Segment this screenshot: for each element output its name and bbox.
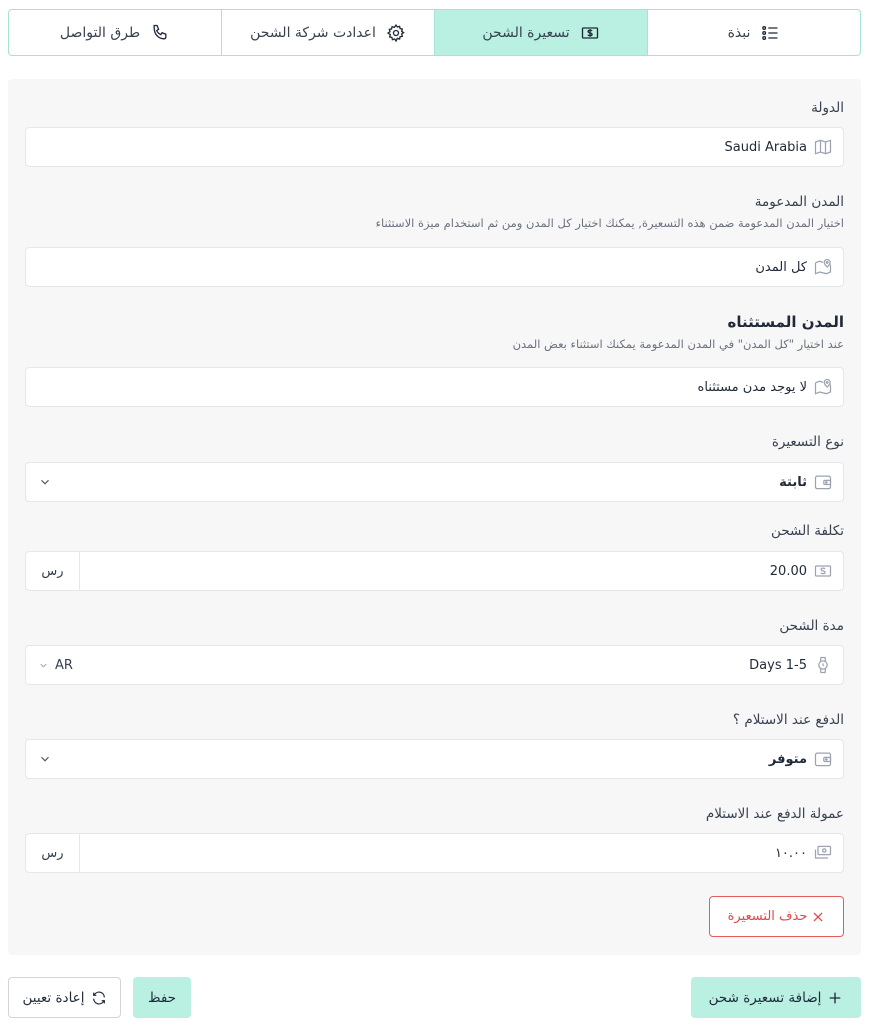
wallet-icon: [813, 749, 833, 769]
excluded-cities-hint: عند اختيار "كل المدن" في المدن المدعومة يمكنك استثناء بعض المدن: [512, 337, 844, 351]
delete-pricing-label: حذف التسعيرة: [727, 909, 808, 924]
map-icon: [813, 137, 833, 157]
add-shipping-pricing-label: إضافة تسعيرة شحن: [708, 989, 822, 1006]
shipping-duration-field[interactable]: [25, 645, 844, 685]
refresh-icon: [91, 990, 107, 1006]
gear-icon: [386, 23, 406, 43]
pricing-type-label: نوع التسعيرة: [771, 434, 844, 450]
add-shipping-pricing-button[interactable]: [691, 977, 861, 1018]
country-value: Saudi Arabia: [724, 139, 807, 155]
delete-pricing-button[interactable]: [709, 896, 844, 937]
excluded-cities-label: المدن المستثناه: [727, 313, 844, 331]
reset-label: إعادة تعيين: [22, 989, 85, 1006]
tab-contact-methods-label: طرق التواصل: [59, 24, 141, 41]
save-label: حفظ: [148, 989, 176, 1006]
tab-about-label: نبذة: [727, 24, 751, 41]
tab-company-settings[interactable]: [221, 10, 434, 55]
cod-label: الدفع عند الاستلام ؟: [732, 712, 844, 728]
supported-cities-hint: اختيار المدن المدعومة ضمن هذه التسعيرة, يمكنك اختيار كل المدن ومن ثم استخدام ميزة الاستثناء: [375, 216, 844, 230]
pricing-type-select[interactable]: [25, 462, 844, 502]
supported-cities-field[interactable]: [25, 247, 844, 287]
country-label: الدولة: [811, 100, 844, 116]
plus-icon: [827, 990, 843, 1006]
cod-fee-label: عمولة الدفع عند الاستلام: [705, 806, 844, 822]
cod-fee-field[interactable]: [25, 833, 844, 873]
map-pin-icon: [813, 377, 833, 397]
cod-fee-value: ١٠.٠٠: [774, 845, 807, 861]
language-value: AR: [55, 657, 73, 673]
cod-value: متوفر: [768, 751, 807, 767]
map-pin-icon: [813, 257, 833, 277]
chevron-down-icon: [38, 752, 52, 766]
excluded-cities-field[interactable]: [25, 367, 844, 407]
language-select[interactable]: [38, 658, 73, 673]
watch-icon: [813, 655, 833, 675]
shipping-cost-label: تكلفة الشحن: [771, 523, 844, 539]
supported-cities-value: كل المدن: [755, 259, 807, 275]
currency-addon: رس: [26, 834, 80, 872]
tab-company-settings-label: اعدادت شركة الشحن: [250, 24, 376, 41]
cod-select[interactable]: [25, 739, 844, 779]
reset-button[interactable]: [8, 977, 121, 1018]
chevron-down-icon: [38, 475, 52, 489]
save-button[interactable]: [133, 977, 191, 1018]
shipping-duration-value: 1-5 Days: [749, 657, 807, 673]
tab-shipping-pricing[interactable]: [434, 10, 647, 55]
money-icon: [580, 23, 600, 43]
shipping-cost-field[interactable]: [25, 551, 844, 591]
tab-bar: [8, 9, 861, 56]
money-icon: [813, 561, 833, 581]
supported-cities-label: المدن المدعومة: [754, 194, 844, 210]
chevron-down-icon: [38, 660, 49, 671]
close-icon: [811, 910, 825, 924]
pricing-panel: [8, 79, 861, 955]
excluded-cities-value: لا يوجد مدن مستثناه: [697, 379, 807, 395]
tab-shipping-pricing-label: تسعيرة الشحن: [482, 24, 570, 41]
cash-icon: [813, 843, 833, 863]
wallet-icon: [813, 472, 833, 492]
tab-contact-methods[interactable]: [9, 10, 221, 55]
country-field[interactable]: [25, 127, 844, 167]
list-icon: [760, 23, 780, 43]
pricing-type-value: ثابتة: [779, 474, 807, 490]
currency-addon: رس: [26, 552, 80, 590]
shipping-cost-value: 20.00: [769, 563, 807, 579]
tab-about[interactable]: [647, 10, 860, 55]
phone-icon: [150, 23, 170, 43]
shipping-duration-label: مدة الشحن: [779, 618, 844, 634]
